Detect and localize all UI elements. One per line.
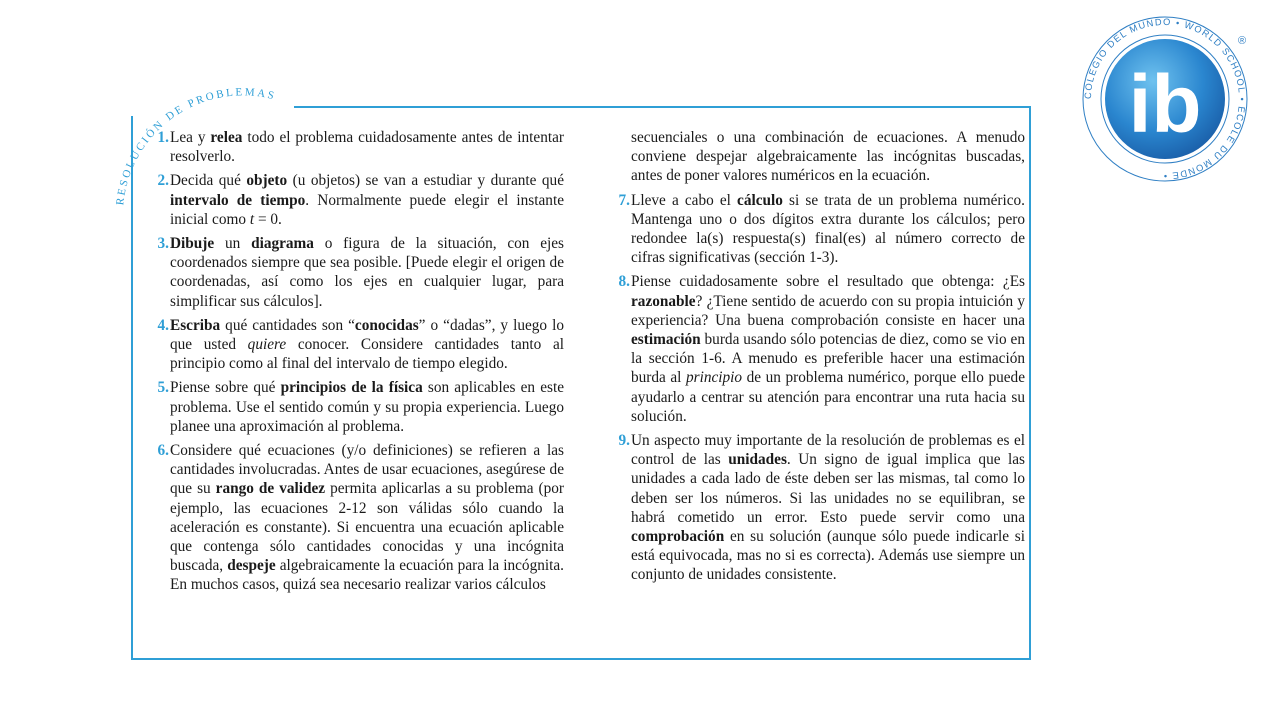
step-text: Lea y relea todo el problema cuidadosamente antes de intentar resolverlo.	[170, 129, 564, 166]
step-item	[606, 191, 1025, 268]
step-text-continued: secuenciales o una combinación de ecuaciones. A menudo conviene despejar algebraicamente las incógnitas buscadas, antes de poner valores numéricos en la ecuación.	[631, 129, 1025, 185]
step-item	[145, 316, 564, 374]
step-number: 7.	[618, 191, 630, 209]
ib-world-school-logo	[1080, 14, 1250, 184]
step-text: Un aspecto muy importante de la resolución de problemas es el control de las unidades. Un signo de igual implica que las unidades a cada lado de éste deben ser las mismas, tal como lo deben ser los números. Si las unidades no se equilibran, se habrá cometido un error. Esto puede servir como una comprobación en su solución (aunque sólo puede indicarle si está equivocada, mas no si es correcta). Además use siempre un conjunto de unidades consistente.	[631, 432, 1025, 584]
step-number: 2.	[157, 172, 169, 190]
step-number: 4.	[157, 316, 169, 334]
step-number: 6.	[157, 442, 169, 460]
step-item	[145, 171, 564, 229]
step-text: Lleve a cabo el cálculo si se trata de un problema numérico. Mantenga uno o dos dígitos extra durante los cálculos; pero redondee la(s) respuesta(s) final(es) al número correcto de cifras significativas (sección 1-3).	[631, 191, 1025, 267]
step-item-continued	[606, 128, 1025, 186]
step-item	[145, 378, 564, 436]
steps-columns	[145, 128, 1025, 600]
steps-column-left	[145, 128, 564, 600]
step-item	[145, 234, 564, 311]
step-text: Considere qué ecuaciones (y/o definiciones) se refieren a las cantidades involucradas. Antes de usar ecuaciones, asegúrese de que su rango de validez permita aplicarlas a su problema (por ejemplo, las ecuaciones 2-12 son válidas sólo cuando la aceleración es constante). Si encuentra una ecuación aplicable que contenga sólo cantidades conocidas y una incógnita buscada, despeje algebraicamente la ecuación para la incógnita. En muchos casos, quizá sea necesario realizar varios cálculos	[170, 442, 564, 594]
logo-ring-text: COLEGIO DEL MUNDO • WORLD SCHOOL • ÉCOLE DU MONDE •	[1082, 16, 1248, 182]
step-item	[145, 128, 564, 166]
steps-column-right	[606, 128, 1025, 600]
step-item	[606, 272, 1025, 426]
registered-mark: ®	[1238, 35, 1247, 47]
step-item	[606, 431, 1025, 585]
step-number: 8.	[618, 273, 630, 291]
step-number: 5.	[157, 379, 169, 397]
step-number: 9.	[618, 432, 630, 450]
step-text: Piense cuidadosamente sobre el resultado que obtenga: ¿Es razonable? ¿Tiene sentido de acuerdo con su propia intuición y experiencia? Una buena comprobación consiste en hacer una estimación burda usando sólo potencias de diez, como se vio en la sección 1-6. A menudo es preferible hacer una estimación burda al principio de un problema numérico, porque ello puede ayudarlo a centrar su atención para encontrar una ruta hacia su solución.	[631, 273, 1025, 425]
step-item	[145, 441, 564, 595]
step-text: Escriba qué cantidades son “conocidas” o “dadas”, y luego lo que usted quiere conocer. Considere cantidades tanto al principio como al final del intervalo de tiempo elegido.	[170, 316, 564, 373]
step-text: Piense sobre qué principios de la física son aplicables en este problema. Use el sentido común y su propia experiencia. Luego planee una aproximación al problema.	[170, 379, 564, 435]
section-title: RESOLUCIÓN DE PROBLEMAS	[114, 86, 278, 206]
step-text: Dibuje un diagrama o figura de la situación, con ejes coordenados siempre que sea posible. [Puede elegir el origen de coordenadas, así como los ejes en cualquier lugar, para simplificar sus cálculos].	[170, 235, 564, 310]
step-text: Decida qué objeto (u objetos) se van a estudiar y durante qué intervalo de tiempo. Normalmente puede elegir el instante inicial como t = 0.	[170, 172, 564, 228]
step-number: 1.	[157, 129, 169, 146]
step-number: 3.	[157, 235, 169, 253]
logo-mark: ib	[1128, 59, 1202, 150]
